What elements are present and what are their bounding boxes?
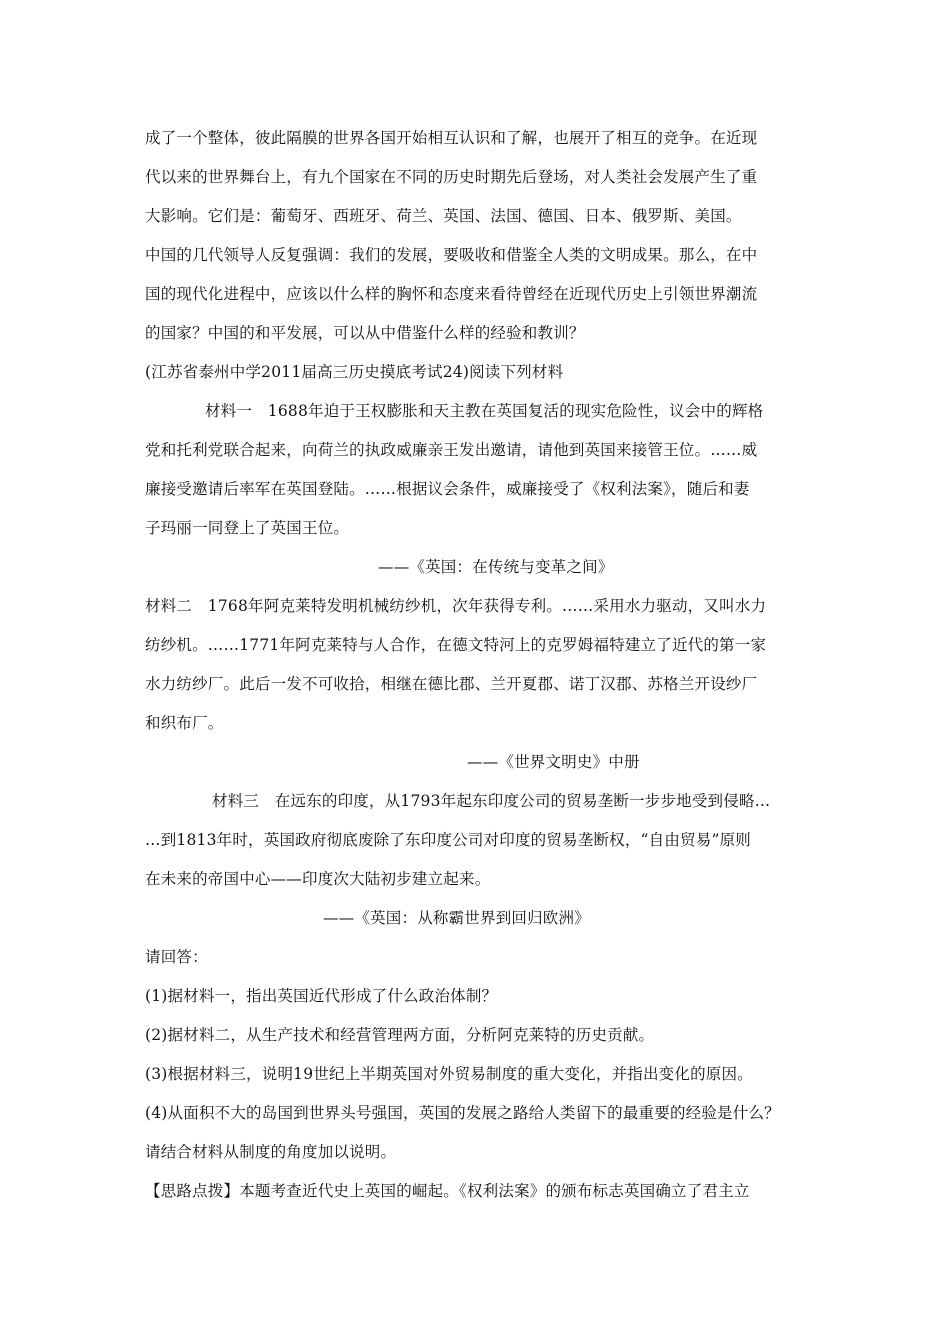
intro-line: 的国家？中国的和平发展，可以从中借鉴什么样的经验和教训？ [145,324,585,342]
material-one-line: 党和托利党联合起来，向荷兰的执政威廉亲王发出邀请，请他到英国来接管王位。……威 [145,441,758,459]
question-item: (1)据材料一，指出英国近代形成了什么政治体制？ [145,987,498,1005]
intro-line: 大影响。它们是：葡萄牙、西班牙、荷兰、英国、法国、德国、日本、俄罗斯、美国。 [145,207,742,225]
question-item: (3)根据材料三，说明19世纪上半期英国对外贸易制度的重大变化，并指出变化的原因。 [145,1065,753,1083]
material-three-line: 在未来的帝国中心——印度次大陆初步建立起来。 [145,870,491,888]
intro-line: 国的现代化进程中，应该以什么样的胸怀和态度来看待曾经在近现代历史上引领世界潮流 [145,285,758,303]
answer-prompt: 请回答： [145,948,208,966]
hint-line: 【思路点拨】本题考查近代史上英国的崛起。《权利法案》的颁布标志英国确立了君主立 [145,1182,750,1200]
question-item: 请结合材料从制度的角度加以说明。 [145,1143,397,1161]
material-one-source: ——《英国：在传统与变革之间》 [378,558,614,576]
material-one-line: 材料一 1688年迫于王权膨胀和天主教在英国复活的现实危险性，议会中的辉格 [205,402,764,420]
material-two-line: 和织布厂。 [145,714,224,732]
material-two-line: 材料二 1768年阿克莱特发明机械纺纱机，次年获得专利。……采用水力驱动，又叫水力 [145,597,767,615]
material-three-line: 材料三 在远东的印度，从1793年起东印度公司的贸易垄断一步步地受到侵略… [212,792,771,810]
intro-line: 成了一个整体，彼此隔膜的世界各国开始相互认识和了解，也展开了相互的竞争。在近现 [145,129,758,147]
material-three-source: ——《英国：从称霸世界到回归欧洲》 [323,909,590,927]
question-item: (2)据材料二，从生产技术和经营管理两方面，分析阿克莱特的历史贡献。 [145,1026,655,1044]
intro-line: 中国的几代领导人反复强调：我们的发展，要吸收和借鉴全人类的文明成果。那么，在中 [145,246,758,264]
material-three-line: …到1813年时，英国政府彻底废除了东印度公司对印度的贸易垄断权，“自由贸易”原则 [145,831,751,849]
material-two-line: 水力纺纱厂。此后一发不可收拾，相继在德比郡、兰开夏郡、诺丁汉郡、苏格兰开设纱厂 [145,675,758,693]
material-two-line: 纺纱机。……1771年阿克莱特与人合作，在德文特河上的克罗姆福特建立了近代的第一家 [145,636,767,654]
intro-line: 代以来的世界舞台上，有九个国家在不同的历史时期先后登场，对人类社会发展产生了重 [145,168,758,186]
question-item: (4)从面积不大的岛国到世界头号强国，英国的发展之路给人类留下的最重要的经验是什么？ [145,1104,780,1122]
question-source: (江苏省泰州中学2011届高三历史摸底考试24)阅读下列材料 [145,363,564,381]
material-one-line: 廉接受邀请后率军在英国登陆。……根据议会条件，威廉接受了《权利法案》，随后和妻 [145,480,750,498]
material-two-source: ——《世界文明史》中册 [467,753,640,771]
material-one-line: 子玛丽一同登上了英国王位。 [145,519,350,537]
